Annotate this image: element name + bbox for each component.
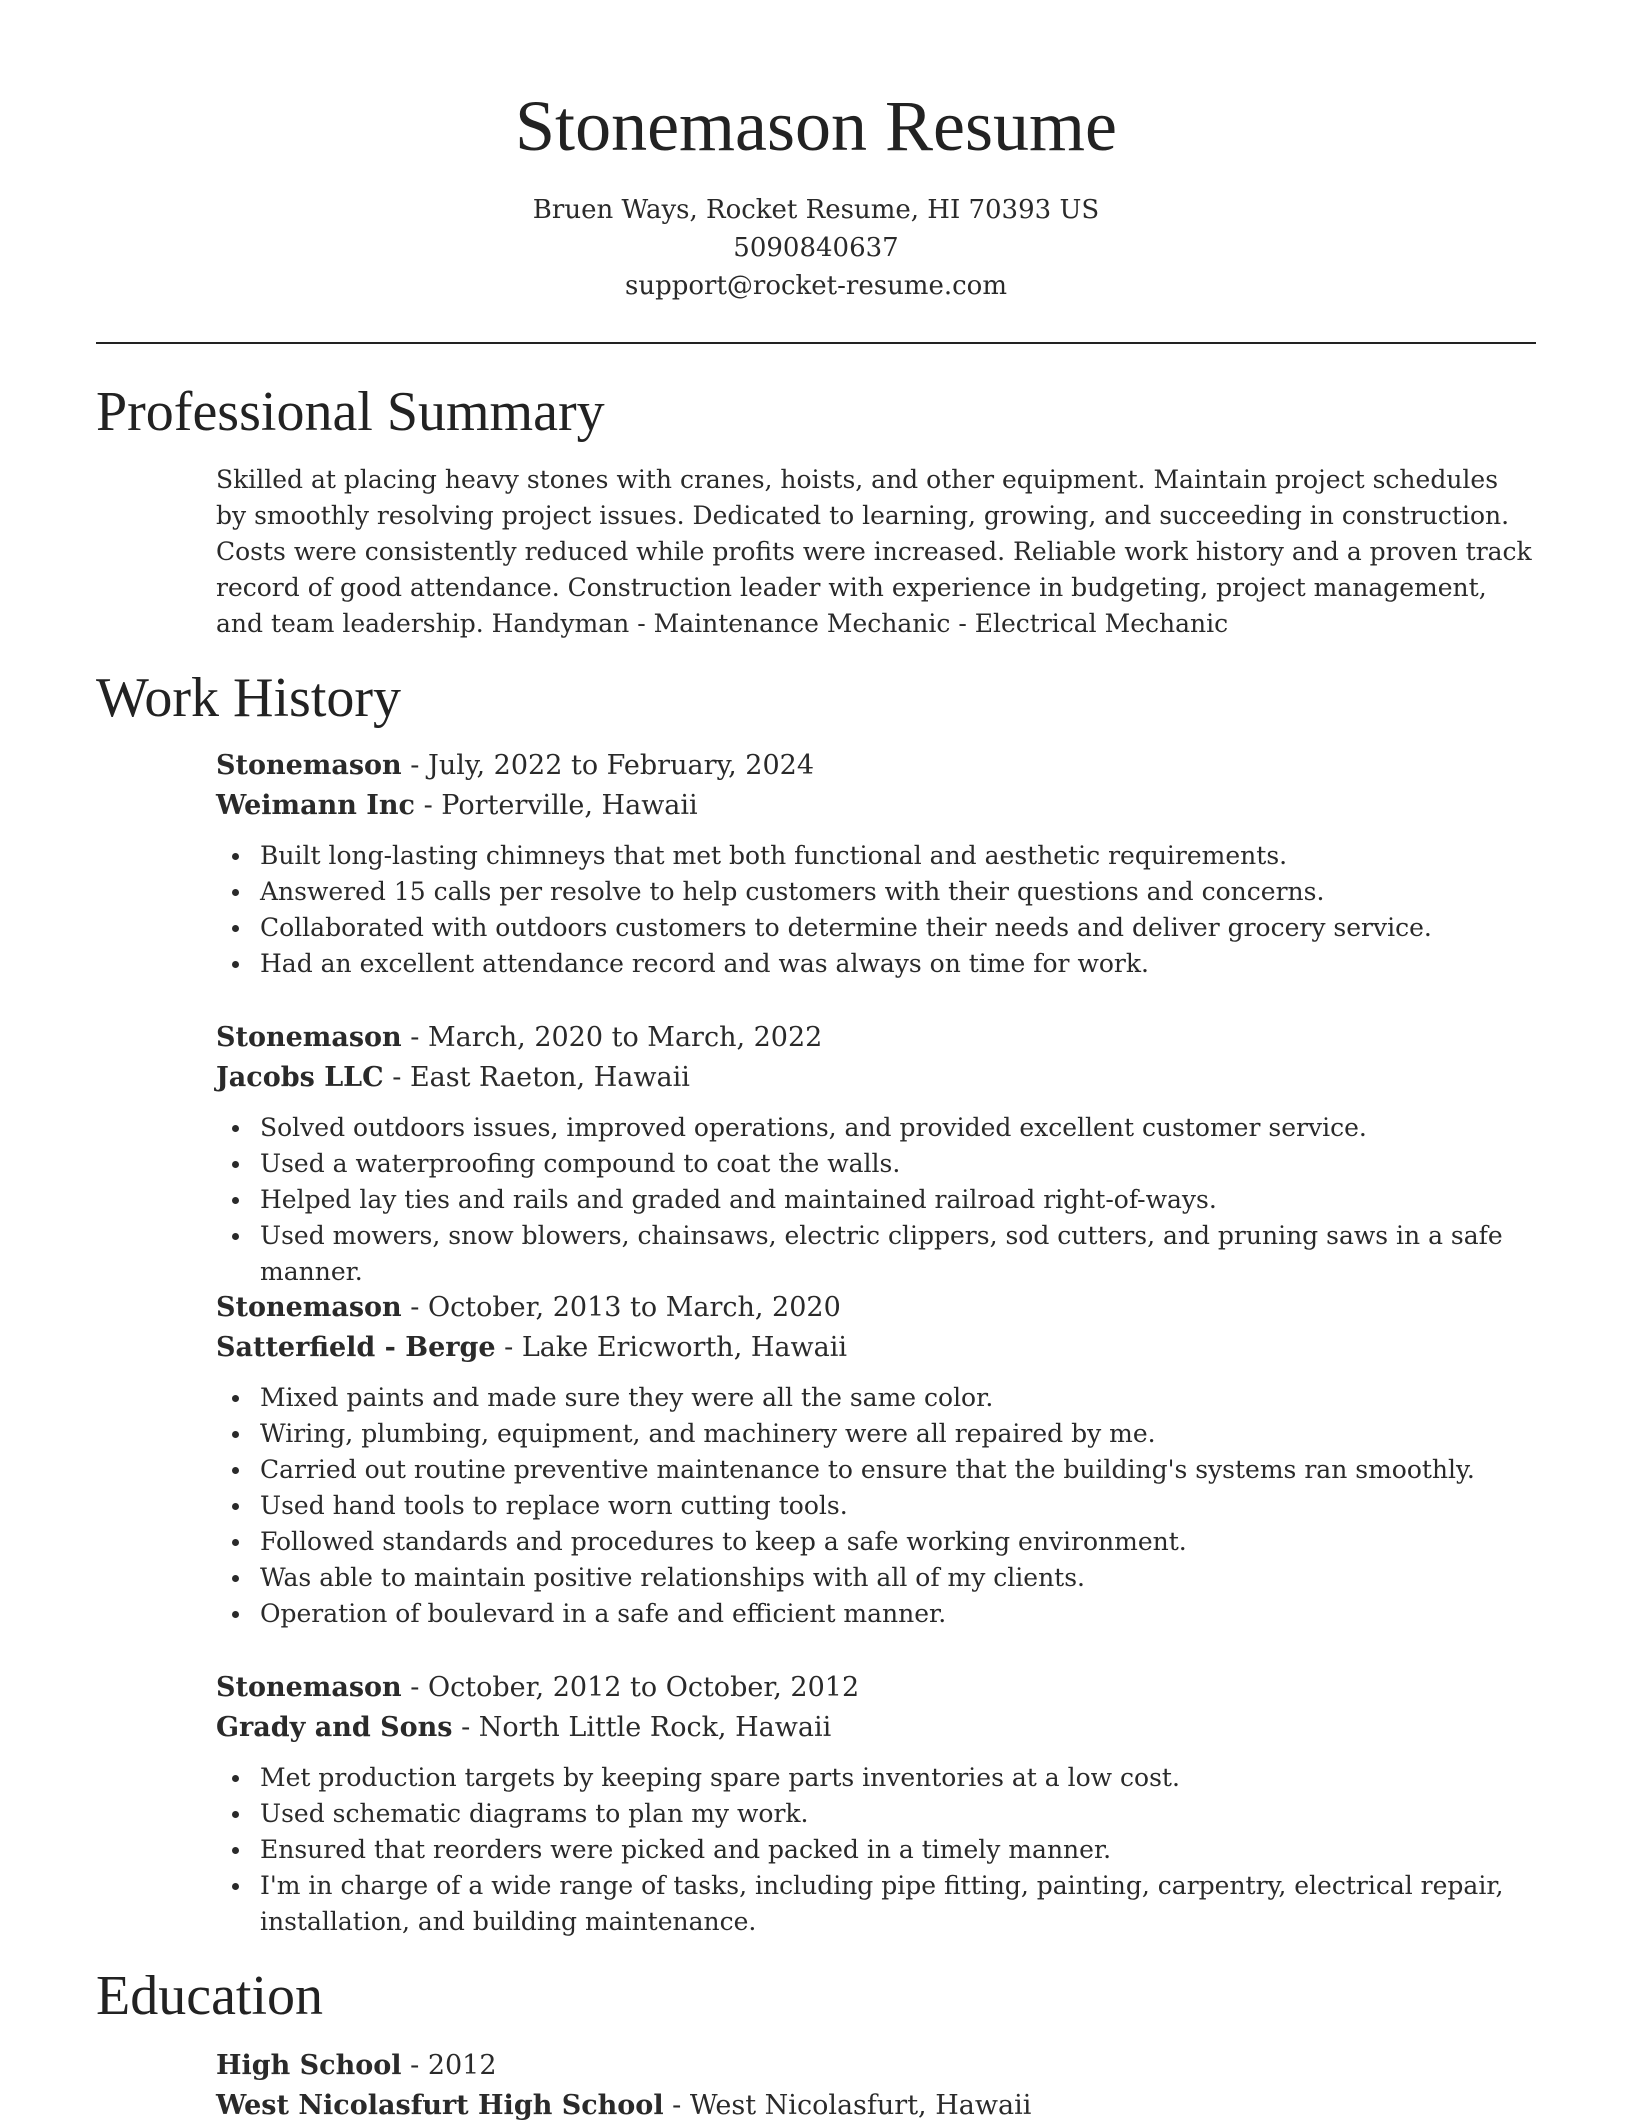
job-company: Jacobs LLC [216, 1062, 384, 1093]
contact-phone: 5090840637 [733, 233, 899, 263]
job-title [216, 746, 1536, 786]
job-company: Weimann Inc [216, 790, 415, 821]
list-item: Solved outdoors issues, improved operations, and provided excellent customer service. [260, 1110, 1536, 1146]
list-item: Carried out routine preventive maintenance to ensure that the building's systems ran smoothly. [260, 1452, 1536, 1488]
education-school: West Nicolasfurt High School [216, 2090, 664, 2121]
contact-email: support@rocket-resume.com [624, 271, 1007, 301]
job-company: Satterfield - Berge [216, 1332, 496, 1363]
list-item: Was able to maintain positive relationships with all of my clients. [260, 1560, 1536, 1596]
job-dates: - October, 2012 to October, 2012 [401, 1672, 860, 1703]
page-title: Stonemason Resume [515, 86, 1117, 166]
list-item: Collaborated with outdoors customers to determine their needs and deliver grocery service. [260, 910, 1536, 946]
list-item: Mixed paints and made sure they were all the same color. [260, 1380, 1536, 1416]
education-school-line [216, 2086, 1536, 2126]
job-title [216, 1668, 1536, 1708]
job-company-line [216, 1058, 1536, 1098]
job-duties [216, 1110, 1536, 1290]
job-dates: - July, 2022 to February, 2024 [401, 750, 815, 781]
list-item: Used mowers, snow blowers, chainsaws, electric clippers, sod cutters, and pruning saws in a safe manner. [260, 1218, 1536, 1290]
list-item: Met production targets by keeping spare parts inventories at a low cost. [260, 1760, 1536, 1796]
list-item: Helped lay ties and rails and graded and maintained railroad right-of-ways. [260, 1182, 1536, 1218]
section-title-work-history: Work History [96, 667, 402, 729]
section-title-education: Education [96, 1965, 324, 2027]
job-company-line [216, 1708, 1536, 1748]
list-item: Used schematic diagrams to plan my work. [260, 1796, 1536, 1832]
education-entry [216, 2046, 1536, 2126]
education-degree-line [216, 2046, 1536, 2086]
job-duties [216, 1380, 1536, 1632]
job-company-line [216, 786, 1536, 826]
job-company: Grady and Sons [216, 1712, 453, 1743]
job-title [216, 1018, 1536, 1058]
job-entry-3 [216, 1288, 1536, 1632]
list-item: Operation of boulevard in a safe and efficient manner. [260, 1596, 1536, 1632]
education-location: - West Nicolasfurt, Hawaii [663, 2090, 1032, 2121]
list-item: Answered 15 calls per resolve to help customers with their questions and concerns. [260, 874, 1536, 910]
education-degree: High School [216, 2050, 402, 2081]
job-dates: - October, 2013 to March, 2020 [401, 1292, 841, 1323]
job-duties [216, 1760, 1536, 1940]
list-item: Followed standards and procedures to keep a safe working environment. [260, 1524, 1536, 1560]
list-item: Used a waterproofing compound to coat the walls. [260, 1146, 1536, 1182]
section-title-summary: Professional Summary [96, 381, 605, 443]
job-location: - Lake Ericworth, Hawaii [495, 1332, 847, 1363]
contact-info [0, 191, 1632, 305]
job-role: Stonemason [216, 1672, 402, 1703]
job-location: - North Little Rock, Hawaii [452, 1712, 832, 1743]
education-year: - 2012 [401, 2050, 497, 2081]
job-location: - Porterville, Hawaii [414, 790, 698, 821]
list-item: Had an excellent attendance record and was always on time for work. [260, 946, 1536, 982]
job-duties [216, 838, 1536, 982]
list-item: I'm in charge of a wide range of tasks, including pipe fitting, painting, carpentry, electrical repair, installation, and building maintenance. [260, 1868, 1536, 1940]
resume-header [0, 0, 1632, 305]
job-title [216, 1288, 1536, 1328]
list-item: Built long-lasting chimneys that met both functional and aesthetic requirements. [260, 838, 1536, 874]
list-item: Wiring, plumbing, equipment, and machinery were all repaired by me. [260, 1416, 1536, 1452]
job-entry-4 [216, 1668, 1536, 1940]
job-role: Stonemason [216, 750, 402, 781]
job-dates: - March, 2020 to March, 2022 [401, 1022, 823, 1053]
job-company-line [216, 1328, 1536, 1368]
header-divider [96, 342, 1536, 344]
job-role: Stonemason [216, 1022, 402, 1053]
contact-address: Bruen Ways, Rocket Resume, HI 70393 US [532, 195, 1100, 225]
summary-text: Skilled at placing heavy stones with cranes, hoists, and other equipment. Maintain project schedules by smoothly resolving project issues. Dedicated to learning, growing, and succeeding in construction. Costs were consistently reduced while profits were increased. Reliable work history and a proven track record of good attendance. Construction leader with experience in budgeting, project management, and team leadership. Handyman - Maintenance Mechanic - Electrical Mechanic [216, 465, 1532, 638]
list-item: Ensured that reorders were picked and packed in a timely manner. [260, 1832, 1536, 1868]
job-entry-1 [216, 746, 1536, 982]
job-entry-2 [216, 1018, 1536, 1290]
list-item: Used hand tools to replace worn cutting tools. [260, 1488, 1536, 1524]
job-role: Stonemason [216, 1292, 402, 1323]
job-location: - East Raeton, Hawaii [383, 1062, 690, 1093]
